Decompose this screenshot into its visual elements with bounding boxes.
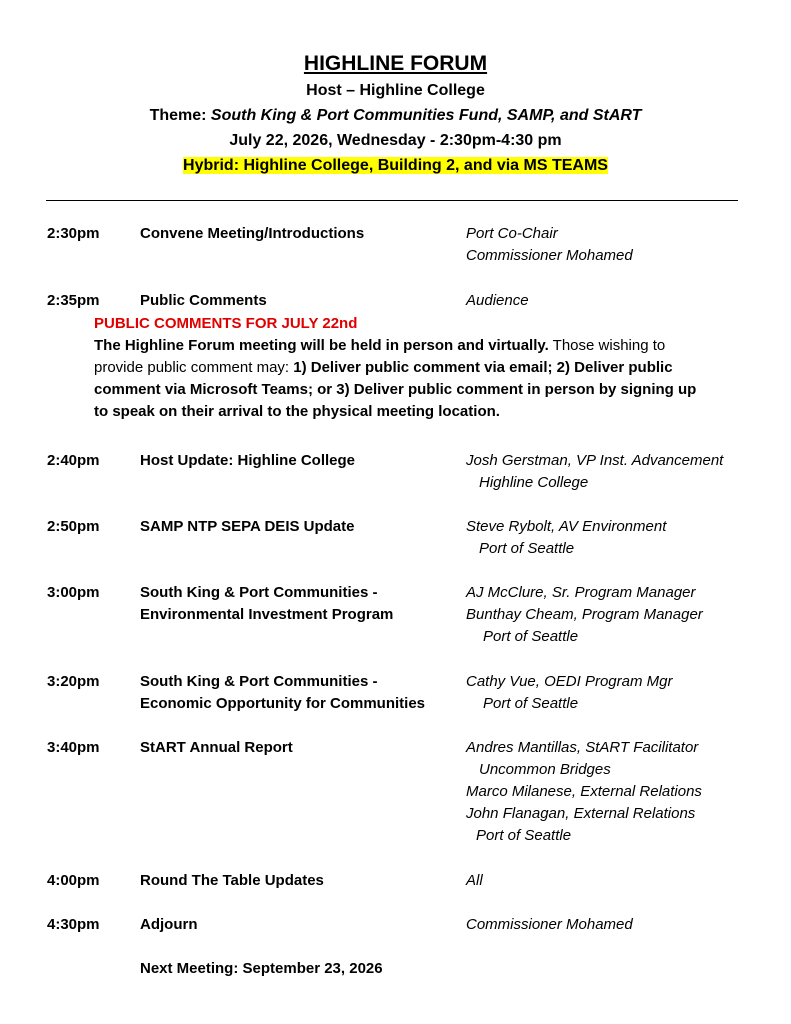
presenter-line: AJ McClure, Sr. Program Manager	[466, 584, 696, 601]
agenda-presenter	[466, 671, 672, 715]
next-meeting: Next Meeting: September 23, 2026	[140, 960, 383, 977]
agenda-time: 2:40pm	[47, 452, 100, 469]
topic-line: South King & Port Communities -	[140, 673, 378, 690]
document-title: HIGHLINE FORUM	[303, 52, 488, 75]
hybrid-line	[0, 153, 791, 178]
agenda-time: 2:30pm	[47, 225, 100, 242]
public-comments-lead: The Highline Forum meeting will be held in person and virtually.	[94, 337, 549, 354]
hybrid-highlight: Hybrid: Highline College, Building 2, and via MS TEAMS	[183, 157, 608, 174]
agenda-topic: Public Comments	[140, 292, 267, 309]
theme-line	[0, 103, 791, 128]
agenda-topic: Host Update: Highline College	[140, 452, 356, 469]
agenda-presenter	[466, 870, 483, 892]
date-line: July 22, 2026, Wednesday - 2:30pm-4:30 pm	[229, 132, 562, 149]
agenda-presenter	[466, 737, 702, 847]
agenda-presenter	[466, 914, 633, 936]
presenter-line: Uncommon Bridges	[479, 761, 611, 778]
agenda-time: 4:30pm	[47, 916, 100, 933]
presenter-line: Steve Rybolt, AV Environment	[466, 518, 667, 535]
agenda-topic	[140, 671, 425, 715]
presenter-line: All	[466, 872, 483, 889]
host-line: Host – Highline College	[306, 82, 485, 99]
topic-line: South King & Port Communities -	[140, 584, 378, 601]
presenter-line: Commissioner Mohamed	[466, 247, 633, 264]
agenda-time: 3:40pm	[47, 739, 100, 756]
agenda-topic	[140, 582, 393, 626]
presenter-line: Josh Gerstman, VP Inst. Advancement	[466, 452, 724, 469]
agenda-time: 2:35pm	[47, 292, 100, 309]
agenda-presenter	[466, 450, 723, 494]
agenda-topic: Adjourn	[140, 916, 198, 933]
agenda-time: 3:20pm	[47, 673, 100, 690]
agenda-presenter	[466, 290, 529, 312]
public-comments-heading: PUBLIC COMMENTS FOR JULY 22nd	[94, 315, 358, 332]
presenter-line: Cathy Vue, OEDI Program Mgr	[466, 673, 673, 690]
presenter-line: Port of Seattle	[476, 827, 572, 844]
topic-line: Economic Opportunity for Communities	[140, 695, 426, 712]
presenter-line: Audience	[466, 292, 529, 309]
agenda-topic: StART Annual Report	[140, 739, 293, 756]
agenda-presenter	[466, 223, 633, 267]
presenter-line: Port of Seattle	[483, 695, 579, 712]
theme-label: Theme:	[149, 107, 211, 124]
agenda-topic: SAMP NTP SEPA DEIS Update	[140, 518, 355, 535]
agenda-presenter	[466, 516, 666, 560]
presenter-line: Highline College	[479, 474, 589, 491]
topic-line: Environmental Investment Program	[140, 606, 394, 623]
header-divider	[46, 200, 738, 201]
agenda-time: 3:00pm	[47, 584, 100, 601]
presenter-line: Port Co-Chair	[466, 225, 558, 242]
presenter-line: Andres Mantillas, StART Facilitator	[466, 739, 699, 756]
public-comments-options: 1) Deliver public comment via email; 2) Deliver public comment via Microsoft Teams; or 3) Deliver public comment in person by signing up to speak on their arrival to the physical meeting location.	[94, 359, 697, 420]
presenter-line: John Flanagan, External Relations	[466, 805, 696, 822]
agenda-time: 4:00pm	[47, 872, 100, 889]
presenter-line: Port of Seattle	[479, 540, 575, 557]
presenter-line: Commissioner Mohamed	[466, 916, 633, 933]
presenter-line: Marco Milanese, External Relations	[466, 783, 702, 800]
presenter-line: Port of Seattle	[483, 628, 579, 645]
presenter-line: Bunthay Cheam, Program Manager	[466, 606, 703, 623]
agenda-presenter	[466, 582, 703, 648]
agenda-topic: Convene Meeting/Introductions	[140, 225, 365, 242]
agenda-topic: Round The Table Updates	[140, 872, 324, 889]
public-comments-text	[94, 335, 714, 423]
document-header	[0, 50, 791, 178]
public-comments-intro: Those wishing to provide public comment may:	[94, 337, 666, 376]
theme-text: South King & Port Communities Fund, SAMP, and StART	[210, 107, 642, 124]
agenda-time: 2:50pm	[47, 518, 100, 535]
